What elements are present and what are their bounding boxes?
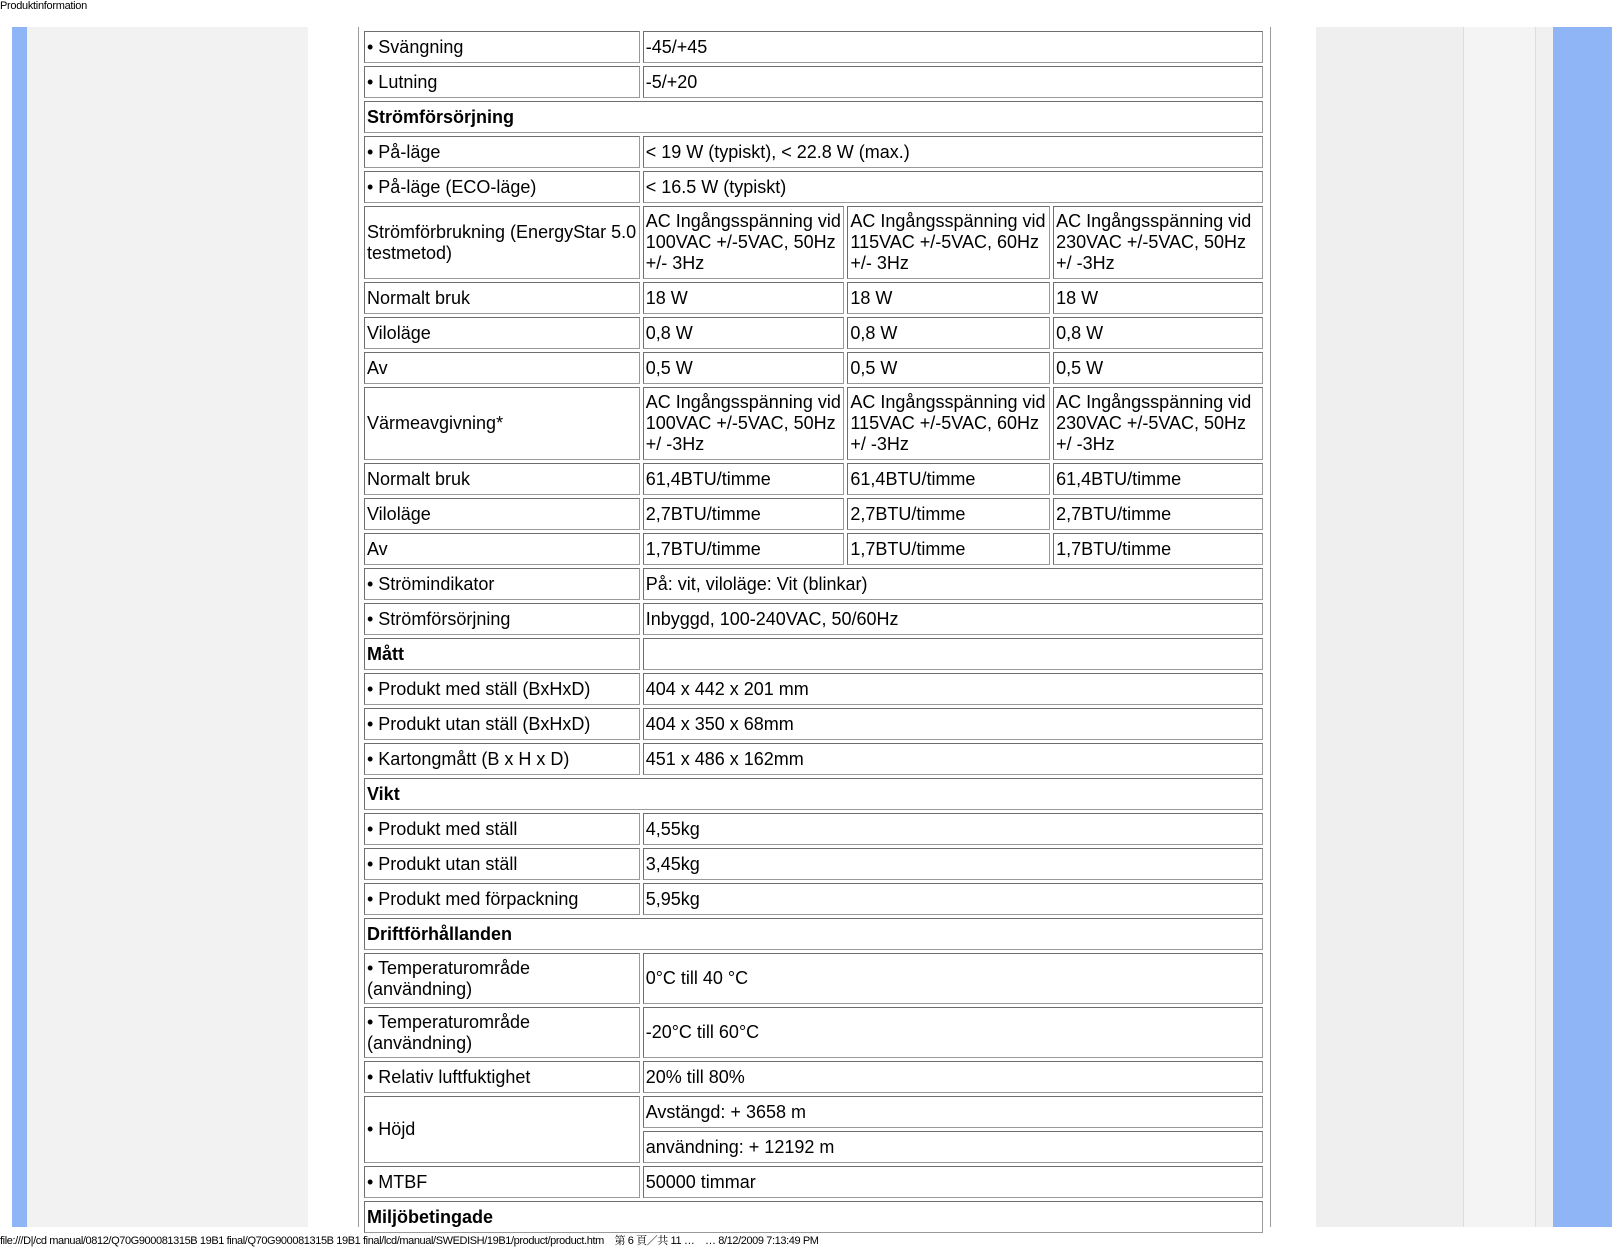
spec-value: På: vit, viloläge: Vit (blinkar) (643, 568, 1263, 600)
spec-label: • Strömförsörjning (364, 603, 640, 635)
spec-label: • På-läge (ECO-läge) (364, 171, 640, 203)
spec-value: AC Ingångsspänning vid 230VAC +/-5VAC, 50Hz +/ -3Hz (1053, 206, 1263, 279)
spec-value: 5,95kg (643, 883, 1263, 915)
spec-value: 404 x 442 x 201 mm (643, 673, 1263, 705)
spec-value: AC Ingångsspänning vid 115VAC +/-5VAC, 60Hz +/- 3Hz (847, 206, 1050, 279)
spec-value: 0,5 W (847, 352, 1050, 384)
spec-value: AC Ingångsspänning vid 115VAC +/-5VAC, 60Hz +/ -3Hz (847, 387, 1050, 460)
spec-value: 2,7BTU/timme (847, 498, 1050, 530)
spec-label: • Höjd (364, 1096, 640, 1163)
spec-value: 0,8 W (643, 317, 845, 349)
spec-label: • MTBF (364, 1166, 640, 1198)
spec-value: -45/+45 (643, 31, 1263, 63)
section-row (364, 918, 1263, 950)
section-heading-operating-conditions: Driftförhållanden (364, 918, 1263, 950)
spec-value: AC Ingångsspänning vid 230VAC +/-5VAC, 50Hz +/ -3Hz (1053, 387, 1263, 460)
table-row (364, 1096, 1263, 1128)
right-blue-stripe (1553, 27, 1612, 1227)
spec-value: 50000 timmar (643, 1166, 1263, 1198)
table-row (364, 673, 1263, 705)
empty-cell (643, 638, 1263, 670)
table-row (364, 848, 1263, 880)
spec-label: Av (364, 533, 640, 565)
spec-label: Viloläge (364, 317, 640, 349)
spec-value: 4,55kg (643, 813, 1263, 845)
table-row (364, 1166, 1263, 1198)
spec-label: • Produkt med förpackning (364, 883, 640, 915)
right-margin-panel (1316, 27, 1463, 1227)
section-heading-dimensions: Mått (364, 638, 640, 670)
spec-label: • På-läge (364, 136, 640, 168)
table-row (364, 1061, 1263, 1093)
spec-value: 2,7BTU/timme (1053, 498, 1263, 530)
section-heading-power: Strömförsörjning (364, 101, 1263, 133)
table-row (364, 533, 1263, 565)
page-footer-path: file:///D|/cd manual/0812/Q70G900081315B 19B1 final/Q70G900081315B 19B1 final/lcd/manual/SWEDISH/19B1/product/product.htm 第 6 頁／共 11 … … 8/12/2009 7:13:49 PM (0, 1235, 819, 1247)
spec-value: 0,5 W (643, 352, 845, 384)
table-row (364, 568, 1263, 600)
spec-value: AC Ingångsspänning vid 100VAC +/-5VAC, 50Hz +/- 3Hz (643, 206, 845, 279)
table-row (364, 317, 1263, 349)
table-row (364, 883, 1263, 915)
spec-value: 0,5 W (1053, 352, 1263, 384)
spec-value: AC Ingångsspänning vid 100VAC +/-5VAC, 50Hz +/ -3Hz (643, 387, 845, 460)
spec-value: Avstängd: + 3658 m (643, 1096, 1263, 1128)
spec-value: 1,7BTU/timme (847, 533, 1050, 565)
spec-value: 0,8 W (1053, 317, 1263, 349)
spec-value: -5/+20 (643, 66, 1263, 98)
spec-value: 18 W (1053, 282, 1263, 314)
table-row (364, 282, 1263, 314)
spec-label: Viloläge (364, 498, 640, 530)
spec-label: Normalt bruk (364, 463, 640, 495)
spec-value: 1,7BTU/timme (1053, 533, 1263, 565)
table-row (364, 743, 1263, 775)
spec-label: • Produkt utan ställ (BxHxD) (364, 708, 640, 740)
table-row (364, 603, 1263, 635)
spec-label: • Temperaturområde (användning) (364, 953, 640, 1004)
right-margin-panel-2 (1464, 27, 1535, 1227)
table-row (364, 463, 1263, 495)
spec-value: -20°C till 60°C (643, 1007, 1263, 1058)
page-header-title: Produktinformation (0, 0, 87, 12)
spec-value: 0,8 W (847, 317, 1050, 349)
table-row (364, 171, 1263, 203)
spec-label: • Svängning (364, 31, 640, 63)
section-row (364, 638, 1263, 670)
right-margin-panel-3 (1536, 27, 1553, 1227)
spec-value: 18 W (643, 282, 845, 314)
spec-value: < 19 W (typiskt), < 22.8 W (max.) (643, 136, 1263, 168)
table-row (364, 1007, 1263, 1058)
spec-label: • Strömindikator (364, 568, 640, 600)
spec-value: < 16.5 W (typiskt) (643, 171, 1263, 203)
table-row (364, 387, 1263, 460)
spec-value: Inbyggd, 100-240VAC, 50/60Hz (643, 603, 1263, 635)
spec-label: Av (364, 352, 640, 384)
table-row (364, 953, 1263, 1004)
table-row (364, 31, 1263, 63)
table-row (364, 66, 1263, 98)
spec-value: 404 x 350 x 68mm (643, 708, 1263, 740)
spec-value: 451 x 486 x 162mm (643, 743, 1263, 775)
table-row (364, 708, 1263, 740)
spec-value: 1,7BTU/timme (643, 533, 845, 565)
spec-value: användning: + 12192 m (643, 1131, 1263, 1163)
spec-value: 61,4BTU/timme (643, 463, 845, 495)
spec-value: 18 W (847, 282, 1050, 314)
section-row (364, 101, 1263, 133)
spec-label: Strömförbrukning (EnergyStar 5.0 testmetod) (364, 206, 640, 279)
section-heading-environmental: Miljöbetingade (364, 1201, 1263, 1233)
spec-label: • Temperaturområde (användning) (364, 1007, 640, 1058)
spec-value: 61,4BTU/timme (847, 463, 1050, 495)
spec-table (361, 28, 1266, 1236)
spec-label: • Produkt med ställ (BxHxD) (364, 673, 640, 705)
spec-value: 2,7BTU/timme (643, 498, 845, 530)
table-row (364, 498, 1263, 530)
section-row (364, 778, 1263, 810)
left-margin-panel (27, 27, 308, 1227)
spec-label: Normalt bruk (364, 282, 640, 314)
spec-label: Värmeavgivning* (364, 387, 640, 460)
spec-value: 0°C till 40 °C (643, 953, 1263, 1004)
table-row (364, 813, 1263, 845)
section-heading-weight: Vikt (364, 778, 1263, 810)
spec-label: • Lutning (364, 66, 640, 98)
table-row (364, 206, 1263, 279)
left-blue-stripe (12, 27, 27, 1227)
spec-value: 3,45kg (643, 848, 1263, 880)
table-row (364, 136, 1263, 168)
spec-label: • Produkt utan ställ (364, 848, 640, 880)
spec-label: • Produkt med ställ (364, 813, 640, 845)
spec-value: 20% till 80% (643, 1061, 1263, 1093)
spec-label: • Relativ luftfuktighet (364, 1061, 640, 1093)
table-row (364, 352, 1263, 384)
section-row (364, 1201, 1263, 1233)
spec-value: 61,4BTU/timme (1053, 463, 1263, 495)
spec-label: • Kartongmått (B x H x D) (364, 743, 640, 775)
